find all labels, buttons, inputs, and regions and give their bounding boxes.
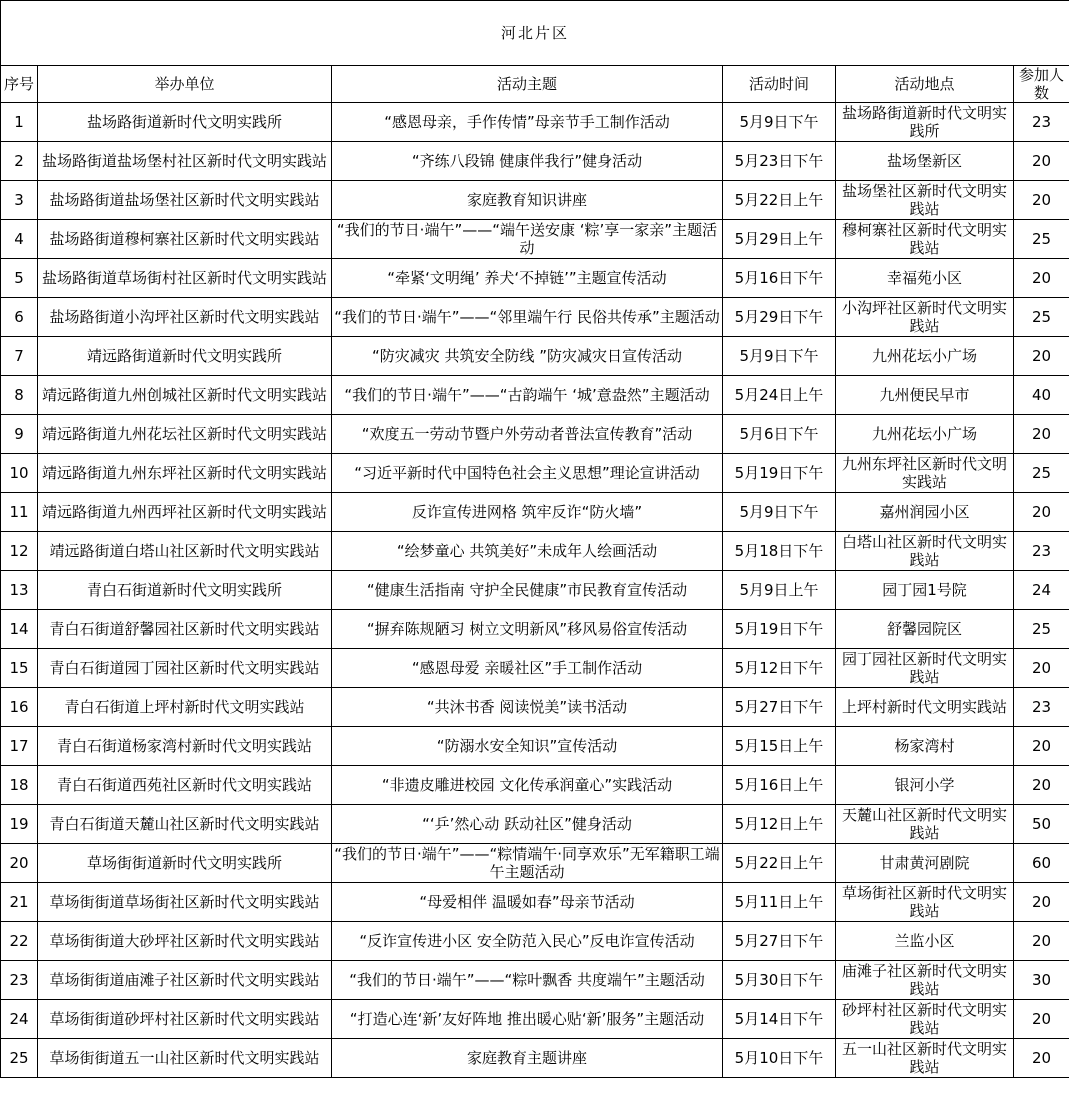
cell-organizer: 青白石街道新时代文明实践所 — [38, 571, 332, 610]
table-row — [1, 1000, 1069, 1039]
cell-no: 18 — [1, 766, 38, 805]
cell-count: 20 — [1014, 493, 1069, 532]
cell-theme: “欢度五一劳动节暨户外劳动者普法宣传教育”活动 — [332, 415, 723, 454]
cell-no: 21 — [1, 883, 38, 922]
cell-count: 25 — [1014, 454, 1069, 493]
cell-count: 20 — [1014, 883, 1069, 922]
cell-location: 园丁园社区新时代文明实践站 — [836, 649, 1014, 688]
cell-location: 庙滩子社区新时代文明实践站 — [836, 961, 1014, 1000]
cell-time: 5月23日下午 — [723, 142, 836, 181]
table-row — [1, 883, 1069, 922]
cell-time: 5月9日下午 — [723, 103, 836, 142]
cell-theme: “共沐书香 阅读悦美”读书活动 — [332, 688, 723, 727]
cell-location: 兰监小区 — [836, 922, 1014, 961]
cell-location: 盐场堡社区新时代文明实践站 — [836, 181, 1014, 220]
cell-organizer: 盐场路街道盐场堡社区新时代文明实践站 — [38, 181, 332, 220]
cell-theme: “我们的节日·端午”——“端午送安康 ‘粽’享一家亲”主题活动 — [332, 220, 723, 259]
cell-location: 小沟坪社区新时代文明实践站 — [836, 298, 1014, 337]
cell-count: 24 — [1014, 571, 1069, 610]
cell-theme: “绘梦童心 共筑美好”未成年人绘画活动 — [332, 532, 723, 571]
cell-organizer: 草场街街道庙滩子社区新时代文明实践站 — [38, 961, 332, 1000]
cell-location: 银河小学 — [836, 766, 1014, 805]
cell-time: 5月9日上午 — [723, 571, 836, 610]
cell-theme: “习近平新时代中国特色社会主义思想”理论宣讲活动 — [332, 454, 723, 493]
cell-count: 20 — [1014, 1039, 1069, 1078]
cell-count: 20 — [1014, 727, 1069, 766]
table-row — [1, 376, 1069, 415]
header-count: 参加人数 — [1014, 66, 1069, 103]
header-theme: 活动主题 — [332, 66, 723, 103]
table-row — [1, 610, 1069, 649]
cell-organizer: 青白石街道园丁园社区新时代文明实践站 — [38, 649, 332, 688]
table-row — [1, 103, 1069, 142]
cell-no: 7 — [1, 337, 38, 376]
cell-no: 15 — [1, 649, 38, 688]
cell-time: 5月27日下午 — [723, 688, 836, 727]
table-row — [1, 1039, 1069, 1078]
cell-organizer: 盐场路街道穆柯寨社区新时代文明实践站 — [38, 220, 332, 259]
cell-time: 5月22日上午 — [723, 844, 836, 883]
table-row — [1, 337, 1069, 376]
cell-no: 19 — [1, 805, 38, 844]
cell-theme: “牵紧‘文明绳’ 养犬‘不掉链’”主题宣传活动 — [332, 259, 723, 298]
cell-location: 杨家湾村 — [836, 727, 1014, 766]
cell-organizer: 靖远路街道九州创城社区新时代文明实践站 — [38, 376, 332, 415]
cell-no: 24 — [1, 1000, 38, 1039]
cell-count: 23 — [1014, 532, 1069, 571]
cell-organizer: 草场街街道新时代文明实践所 — [38, 844, 332, 883]
cell-time: 5月19日下午 — [723, 610, 836, 649]
cell-location: 砂坪村社区新时代文明实践站 — [836, 1000, 1014, 1039]
cell-no: 20 — [1, 844, 38, 883]
cell-time: 5月9日下午 — [723, 337, 836, 376]
cell-theme: “反诈宣传进小区 安全防范入民心”反电诈宣传活动 — [332, 922, 723, 961]
cell-count: 20 — [1014, 337, 1069, 376]
cell-no: 6 — [1, 298, 38, 337]
cell-organizer: 青白石街道舒馨园社区新时代文明实践站 — [38, 610, 332, 649]
cell-no: 11 — [1, 493, 38, 532]
title-row — [1, 1, 1069, 66]
header-organizer: 举办单位 — [38, 66, 332, 103]
cell-theme: “感恩母亲，手作传情”母亲节手工制作活动 — [332, 103, 723, 142]
header-location: 活动地点 — [836, 66, 1014, 103]
cell-time: 5月9日下午 — [723, 493, 836, 532]
header-time: 活动时间 — [723, 66, 836, 103]
cell-no: 10 — [1, 454, 38, 493]
cell-theme: “非遗皮雕进校园 文化传承润童心”实践活动 — [332, 766, 723, 805]
cell-location: 九州花坛小广场 — [836, 337, 1014, 376]
cell-no: 22 — [1, 922, 38, 961]
cell-theme: “我们的节日·端午”——“粽叶飘香 共度端午”主题活动 — [332, 961, 723, 1000]
cell-time: 5月11日上午 — [723, 883, 836, 922]
cell-theme: “我们的节日·端午”——“粽情端午·同享欢乐”无军籍职工端午主题活动 — [332, 844, 723, 883]
table-row — [1, 922, 1069, 961]
cell-organizer: 青白石街道西苑社区新时代文明实践站 — [38, 766, 332, 805]
cell-organizer: 盐场路街道新时代文明实践所 — [38, 103, 332, 142]
cell-location: 盐场路街道新时代文明实践所 — [836, 103, 1014, 142]
cell-time: 5月15日上午 — [723, 727, 836, 766]
table-row — [1, 532, 1069, 571]
cell-organizer: 靖远路街道九州花坛社区新时代文明实践站 — [38, 415, 332, 454]
cell-organizer: 草场街街道大砂坪社区新时代文明实践站 — [38, 922, 332, 961]
cell-location: 五一山社区新时代文明实践站 — [836, 1039, 1014, 1078]
cell-organizer: 盐场路街道盐场堡村社区新时代文明实践站 — [38, 142, 332, 181]
cell-organizer: 盐场路街道小沟坪社区新时代文明实践站 — [38, 298, 332, 337]
cell-theme: “摒弃陈规陋习 树立文明新风”移风易俗宣传活动 — [332, 610, 723, 649]
cell-organizer: 青白石街道杨家湾村新时代文明实践站 — [38, 727, 332, 766]
cell-time: 5月29日上午 — [723, 220, 836, 259]
cell-organizer: 盐场路街道草场街村社区新时代文明实践站 — [38, 259, 332, 298]
cell-time: 5月29日下午 — [723, 298, 836, 337]
cell-theme: “我们的节日·端午”——“邻里端午行 民俗共传承”主题活动 — [332, 298, 723, 337]
table-row — [1, 805, 1069, 844]
cell-location: 白塔山社区新时代文明实践站 — [836, 532, 1014, 571]
cell-time: 5月6日下午 — [723, 415, 836, 454]
cell-no: 5 — [1, 259, 38, 298]
cell-time: 5月24日上午 — [723, 376, 836, 415]
cell-location: 穆柯寨社区新时代文明实践站 — [836, 220, 1014, 259]
header-row — [1, 66, 1069, 103]
cell-count: 20 — [1014, 181, 1069, 220]
cell-no: 17 — [1, 727, 38, 766]
cell-theme: “防溺水安全知识”宣传活动 — [332, 727, 723, 766]
cell-count: 20 — [1014, 766, 1069, 805]
cell-time: 5月16日下午 — [723, 259, 836, 298]
cell-time: 5月16日上午 — [723, 766, 836, 805]
cell-no: 13 — [1, 571, 38, 610]
cell-time: 5月10日下午 — [723, 1039, 836, 1078]
cell-theme: “母爱相伴 温暖如春”母亲节活动 — [332, 883, 723, 922]
cell-organizer: 草场街街道草场街社区新时代文明实践站 — [38, 883, 332, 922]
cell-no: 12 — [1, 532, 38, 571]
cell-theme: “齐练八段锦 健康伴我行”健身活动 — [332, 142, 723, 181]
cell-time: 5月19日下午 — [723, 454, 836, 493]
cell-count: 20 — [1014, 415, 1069, 454]
table-row — [1, 454, 1069, 493]
cell-count: 20 — [1014, 649, 1069, 688]
table-row — [1, 844, 1069, 883]
cell-organizer: 草场街街道五一山社区新时代文明实践站 — [38, 1039, 332, 1078]
cell-organizer: 青白石街道天麓山社区新时代文明实践站 — [38, 805, 332, 844]
cell-no: 3 — [1, 181, 38, 220]
cell-no: 16 — [1, 688, 38, 727]
cell-theme: “打造心连‘新’友好阵地 推出暖心贴‘新’服务”主题活动 — [332, 1000, 723, 1039]
cell-organizer: 草场街街道砂坪村社区新时代文明实践站 — [38, 1000, 332, 1039]
cell-theme: “健康生活指南 守护全民健康”市民教育宣传活动 — [332, 571, 723, 610]
cell-count: 20 — [1014, 259, 1069, 298]
cell-no: 8 — [1, 376, 38, 415]
cell-location: 上坪村新时代文明实践站 — [836, 688, 1014, 727]
table-row — [1, 181, 1069, 220]
cell-location: 嘉州润园小区 — [836, 493, 1014, 532]
cell-count: 30 — [1014, 961, 1069, 1000]
cell-time: 5月30日下午 — [723, 961, 836, 1000]
cell-no: 9 — [1, 415, 38, 454]
cell-time: 5月22日上午 — [723, 181, 836, 220]
cell-count: 60 — [1014, 844, 1069, 883]
cell-location: 草场街社区新时代文明实践站 — [836, 883, 1014, 922]
cell-organizer: 靖远路街道九州东坪社区新时代文明实践站 — [38, 454, 332, 493]
cell-no: 2 — [1, 142, 38, 181]
cell-theme: 家庭教育知识讲座 — [332, 181, 723, 220]
cell-time: 5月12日下午 — [723, 649, 836, 688]
cell-count: 20 — [1014, 922, 1069, 961]
cell-count: 20 — [1014, 142, 1069, 181]
table-row — [1, 493, 1069, 532]
header-no: 序号 — [1, 66, 38, 103]
cell-count: 23 — [1014, 688, 1069, 727]
cell-count: 40 — [1014, 376, 1069, 415]
page-title: 河北片区 — [1, 1, 1069, 66]
cell-location: 九州花坛小广场 — [836, 415, 1014, 454]
cell-count: 20 — [1014, 1000, 1069, 1039]
cell-theme: 家庭教育主题讲座 — [332, 1039, 723, 1078]
cell-location: 园丁园1号院 — [836, 571, 1014, 610]
cell-count: 25 — [1014, 220, 1069, 259]
cell-count: 50 — [1014, 805, 1069, 844]
table-row — [1, 220, 1069, 259]
cell-location: 盐场堡新区 — [836, 142, 1014, 181]
table-row — [1, 259, 1069, 298]
table-row — [1, 688, 1069, 727]
cell-theme: “我们的节日·端午”——“古韵端午 ‘城’意盎然”主题活动 — [332, 376, 723, 415]
table-row — [1, 415, 1069, 454]
cell-time: 5月18日下午 — [723, 532, 836, 571]
table-row — [1, 142, 1069, 181]
cell-organizer: 靖远路街道新时代文明实践所 — [38, 337, 332, 376]
cell-count: 25 — [1014, 298, 1069, 337]
cell-no: 23 — [1, 961, 38, 1000]
cell-theme: 反诈宣传进网格 筑牢反诈“防火墙” — [332, 493, 723, 532]
cell-theme: “‘乒’然心动 跃动社区”健身活动 — [332, 805, 723, 844]
cell-no: 25 — [1, 1039, 38, 1078]
cell-location: 天麓山社区新时代文明实践站 — [836, 805, 1014, 844]
cell-theme: “感恩母爱 亲暖社区”手工制作活动 — [332, 649, 723, 688]
table-row — [1, 727, 1069, 766]
cell-location: 甘肃黄河剧院 — [836, 844, 1014, 883]
table-row — [1, 649, 1069, 688]
table-row — [1, 298, 1069, 337]
cell-time: 5月12日上午 — [723, 805, 836, 844]
cell-count: 23 — [1014, 103, 1069, 142]
cell-location: 九州东坪社区新时代文明实践站 — [836, 454, 1014, 493]
cell-location: 幸福苑小区 — [836, 259, 1014, 298]
cell-organizer: 靖远路街道白塔山社区新时代文明实践站 — [38, 532, 332, 571]
cell-organizer: 青白石街道上坪村新时代文明实践站 — [38, 688, 332, 727]
cell-no: 1 — [1, 103, 38, 142]
cell-time: 5月14日下午 — [723, 1000, 836, 1039]
cell-time: 5月27日下午 — [723, 922, 836, 961]
table-row — [1, 961, 1069, 1000]
cell-theme: “防灾减灾 共筑安全防线 ”防灾减灾日宣传活动 — [332, 337, 723, 376]
cell-location: 舒馨园院区 — [836, 610, 1014, 649]
table-row — [1, 571, 1069, 610]
cell-location: 九州便民早市 — [836, 376, 1014, 415]
cell-organizer: 靖远路街道九州西坪社区新时代文明实践站 — [38, 493, 332, 532]
cell-count: 25 — [1014, 610, 1069, 649]
table-row — [1, 766, 1069, 805]
cell-no: 14 — [1, 610, 38, 649]
cell-no: 4 — [1, 220, 38, 259]
